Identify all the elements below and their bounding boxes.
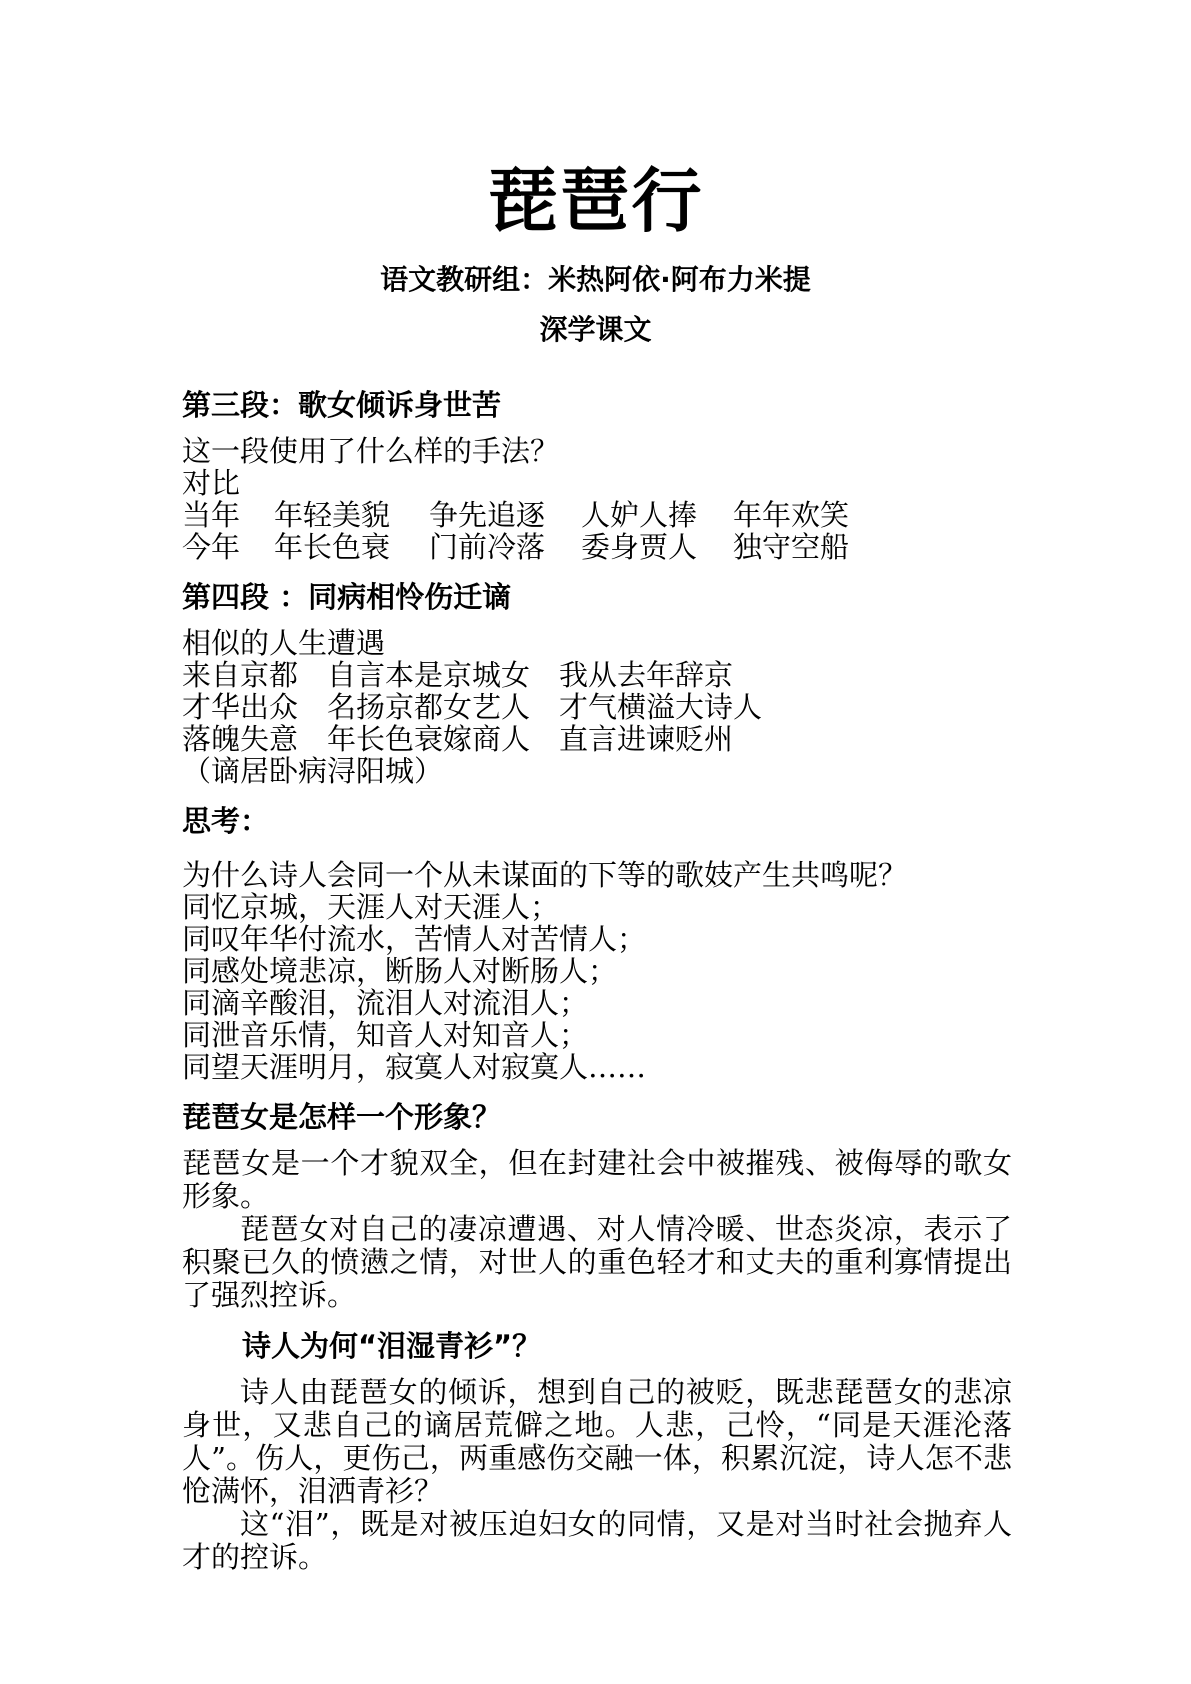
contrast-cell: 委身贾人 xyxy=(581,530,698,564)
poet-tears-paragraph: 诗人由琵琶女的倾诉，想到自己的被贬，既悲琵琶女的悲凉身世，又悲自己的谪居荒僻之地。人悲，己怜，“同是天涯沦落人”。伤人，更伤己，两重感伤交融一体，积累沉淀，诗人怎不悲怆满怀，泪洒青衫？ xyxy=(182,1375,1012,1508)
section3-heading: 第三段：歌女倾诉身世苦 xyxy=(182,388,502,422)
section3-answer: 对比 xyxy=(182,466,241,500)
contrast-cell: 年轻美貌 xyxy=(274,498,391,532)
section4-line: （谪居卧病浔阳城） xyxy=(182,754,444,788)
contrast-cell: 门前冷落 xyxy=(429,530,546,564)
contrast-row-present xyxy=(182,531,1012,563)
section4-line: 来自京都 自言本是京城女 我从去年辞京 xyxy=(182,658,734,692)
section4-line: 落魄失意 年长色衰嫁商人 直言进谏贬州 xyxy=(182,722,734,756)
document-subtitle: 深学课文 xyxy=(539,313,652,346)
contrast-cell: 今年 xyxy=(182,530,241,564)
thinking-line: 同泄音乐情，知音人对知音人； xyxy=(182,1018,589,1052)
contrast-cell: 人妒人捧 xyxy=(581,498,698,532)
poet-tears-heading: 诗人为何“泪湿青衫”？ xyxy=(242,1329,542,1363)
author-line: 语文教研组：米热阿依·阿布力米提 xyxy=(380,263,811,296)
pipa-woman-paragraph: 琵琶女是一个才貌双全，但在封建社会中被摧残、被侮辱的歌女形象。 xyxy=(182,1146,1012,1213)
section4-line: 才华出众 名扬京都女艺人 才气横溢大诗人 xyxy=(182,690,763,724)
contrast-cell: 独守空船 xyxy=(733,530,850,564)
thinking-line: 为什么诗人会同一个从未谋面的下等的歌妓产生共鸣呢？ xyxy=(182,858,908,892)
contrast-cell: 年年欢笑 xyxy=(733,498,850,532)
contrast-cell: 当年 xyxy=(182,498,241,532)
poet-tears-paragraph: 这“泪”，既是对被压迫妇女的同情，又是对当时社会抛弃人才的控诉。 xyxy=(182,1507,1012,1574)
section3-question: 这一段使用了什么样的手法？ xyxy=(182,434,560,468)
thinking-line: 同忆京城，天涯人对天涯人； xyxy=(182,890,560,924)
thinking-line: 同叹年华付流水，苦情人对苦情人； xyxy=(182,922,647,956)
thinking-line: 同感处境悲凉，断肠人对断肠人； xyxy=(182,954,618,988)
contrast-row-past xyxy=(182,499,1012,531)
document-title: 琵琶行 xyxy=(487,160,704,242)
contrast-cell: 争先追逐 xyxy=(429,498,546,532)
contrast-cell: 年长色衰 xyxy=(274,530,391,564)
section4-line: 相似的人生遭遇 xyxy=(182,626,386,660)
thinking-heading: 思考： xyxy=(182,804,270,838)
section4-heading: 第四段 ：同病相怜伤迁谪 xyxy=(182,580,512,614)
thinking-line: 同望天涯明月，寂寞人对寂寞人…… xyxy=(182,1050,647,1084)
pipa-woman-heading: 琵琶女是怎样一个形象？ xyxy=(182,1100,502,1134)
thinking-line: 同滴辛酸泪，流泪人对流泪人； xyxy=(182,986,589,1020)
pipa-woman-paragraph: 琵琶女对自己的凄凉遭遇、对人情冷暖、世态炎凉，表示了积聚已久的愤懑之情，对世人的重色轻才和丈夫的重利寡情提出了强烈控诉。 xyxy=(182,1212,1012,1312)
document-body xyxy=(182,385,1012,1574)
